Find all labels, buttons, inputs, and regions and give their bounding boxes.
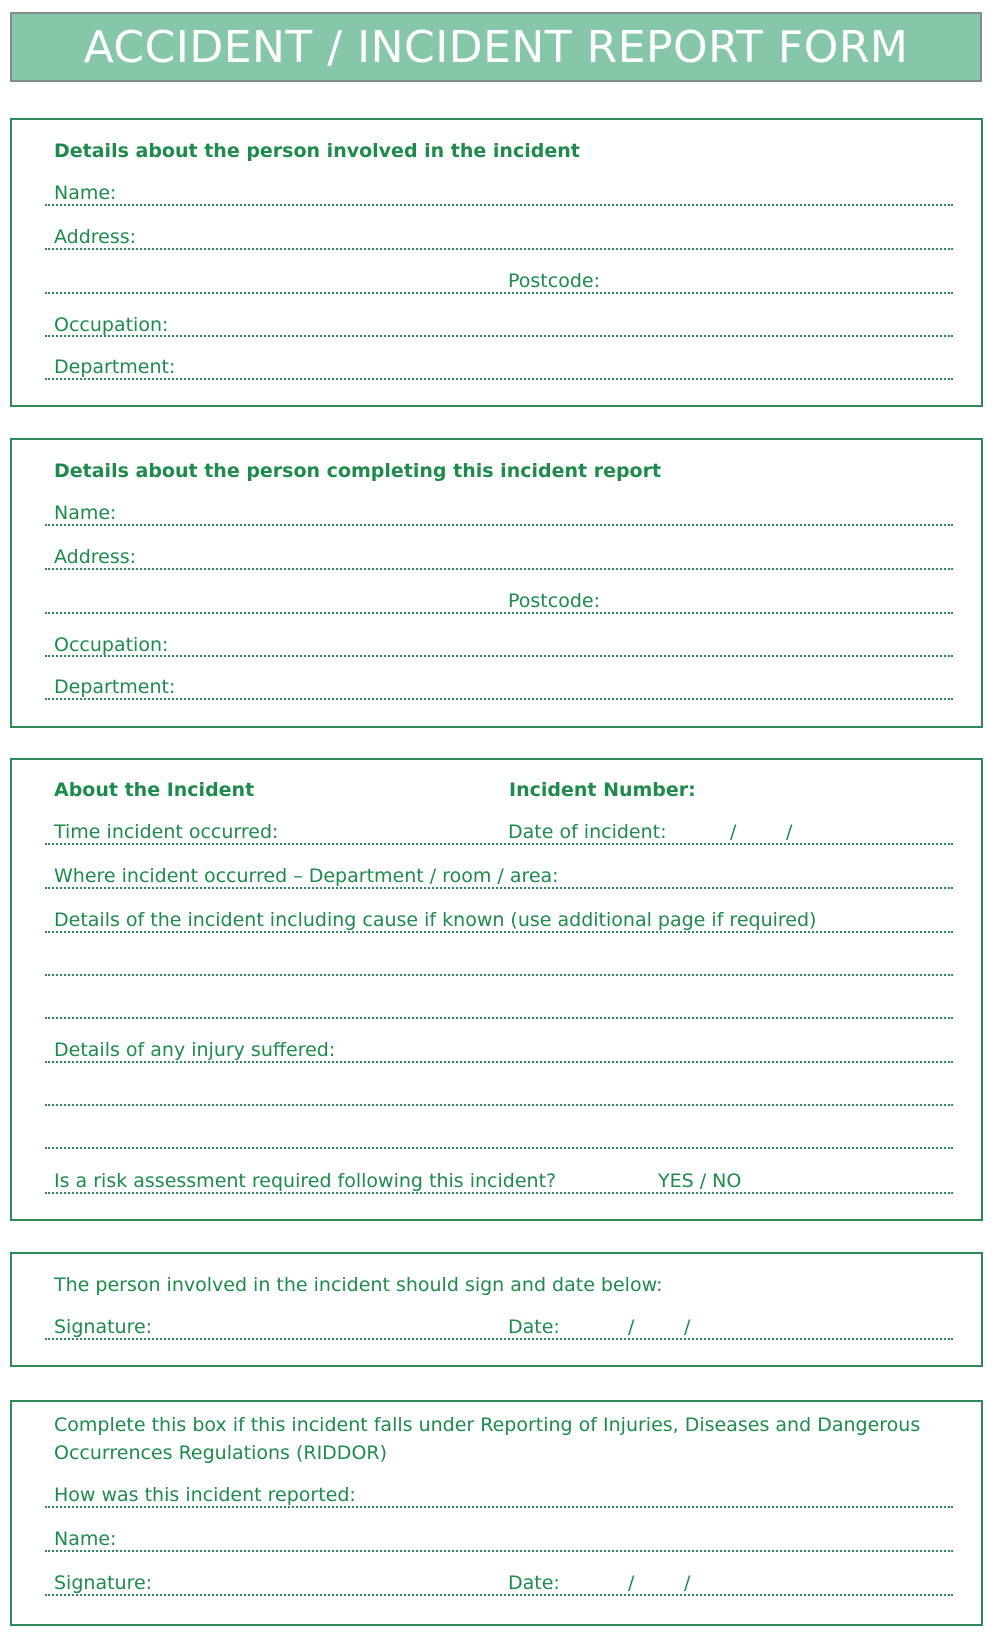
- date-label: Date of incident:: [508, 821, 667, 843]
- section-heading: Details about the person completing this incident report: [54, 460, 662, 482]
- injury-line[interactable]: [45, 1147, 953, 1149]
- name-label: Name:: [54, 1528, 117, 1550]
- address-label: Address:: [54, 226, 137, 248]
- date-separator: /: [786, 821, 793, 843]
- date-label: Date:: [508, 1316, 560, 1338]
- how-reported-line[interactable]: [45, 1506, 953, 1508]
- signature-label: Signature:: [54, 1572, 153, 1594]
- department-line[interactable]: [45, 378, 953, 380]
- person-completing-section: [10, 438, 983, 728]
- date-separator: /: [730, 821, 737, 843]
- address-label: Address:: [54, 546, 137, 568]
- riddor-instruction: Complete this box if this incident falls under Reporting of Injuries, Diseases and Dangerous: [54, 1414, 921, 1436]
- how-reported-label: How was this incident reported:: [54, 1484, 356, 1506]
- department-line[interactable]: [45, 698, 953, 700]
- postcode-line[interactable]: [45, 612, 953, 614]
- incident-number-label: Incident Number:: [509, 779, 696, 801]
- date-separator: /: [628, 1316, 635, 1338]
- injury-line[interactable]: [45, 1104, 953, 1106]
- address-line[interactable]: [45, 568, 953, 570]
- where-line[interactable]: [45, 887, 953, 889]
- department-label: Department:: [54, 356, 176, 378]
- incident-section: [10, 758, 983, 1221]
- name-line[interactable]: [45, 1550, 953, 1552]
- person-involved-section: [10, 118, 983, 407]
- risk-assessment-label: Is a risk assessment required following this incident?: [54, 1170, 557, 1192]
- injury-line[interactable]: [45, 1061, 953, 1063]
- time-date-line[interactable]: [45, 843, 953, 845]
- postcode-label: Postcode:: [508, 270, 600, 292]
- riddor-instruction: Occurrences Regulations (RIDDOR): [54, 1442, 388, 1464]
- signature-line[interactable]: [45, 1594, 953, 1596]
- postcode-label: Postcode:: [508, 590, 600, 612]
- address-line[interactable]: [45, 248, 953, 250]
- date-separator: /: [628, 1572, 635, 1594]
- date-separator: /: [684, 1572, 691, 1594]
- signature-label: Signature:: [54, 1316, 153, 1338]
- name-label: Name:: [54, 502, 117, 524]
- details-line[interactable]: [45, 1017, 953, 1019]
- risk-line[interactable]: [45, 1192, 953, 1194]
- occupation-label: Occupation:: [54, 634, 169, 656]
- details-line[interactable]: [45, 931, 953, 933]
- name-line[interactable]: [45, 524, 953, 526]
- name-line[interactable]: [45, 204, 953, 206]
- occupation-label: Occupation:: [54, 314, 169, 336]
- injury-label: Details of any injury suffered:: [54, 1039, 336, 1061]
- signature-line[interactable]: [45, 1338, 953, 1340]
- time-label: Time incident occurred:: [54, 821, 279, 843]
- occupation-line[interactable]: [45, 655, 953, 657]
- section-heading: About the Incident: [54, 779, 255, 801]
- date-label: Date:: [508, 1572, 560, 1594]
- form-title: ACCIDENT / INCIDENT REPORT FORM: [83, 21, 909, 73]
- where-label: Where incident occurred – Department / room / area:: [54, 865, 559, 887]
- postcode-line[interactable]: [45, 292, 953, 294]
- yes-no-option[interactable]: YES / NO: [658, 1170, 742, 1192]
- form-header: [10, 12, 982, 82]
- date-separator: /: [684, 1316, 691, 1338]
- details-label: Details of the incident including cause if known (use additional page if required): [54, 909, 817, 931]
- occupation-line[interactable]: [45, 335, 953, 337]
- signature-section: [10, 1252, 983, 1367]
- sign-instruction: The person involved in the incident should sign and date below:: [54, 1274, 663, 1296]
- section-heading: Details about the person involved in the incident: [54, 140, 580, 162]
- name-label: Name:: [54, 182, 117, 204]
- department-label: Department:: [54, 676, 176, 698]
- details-line[interactable]: [45, 974, 953, 976]
- riddor-section: [10, 1400, 983, 1626]
